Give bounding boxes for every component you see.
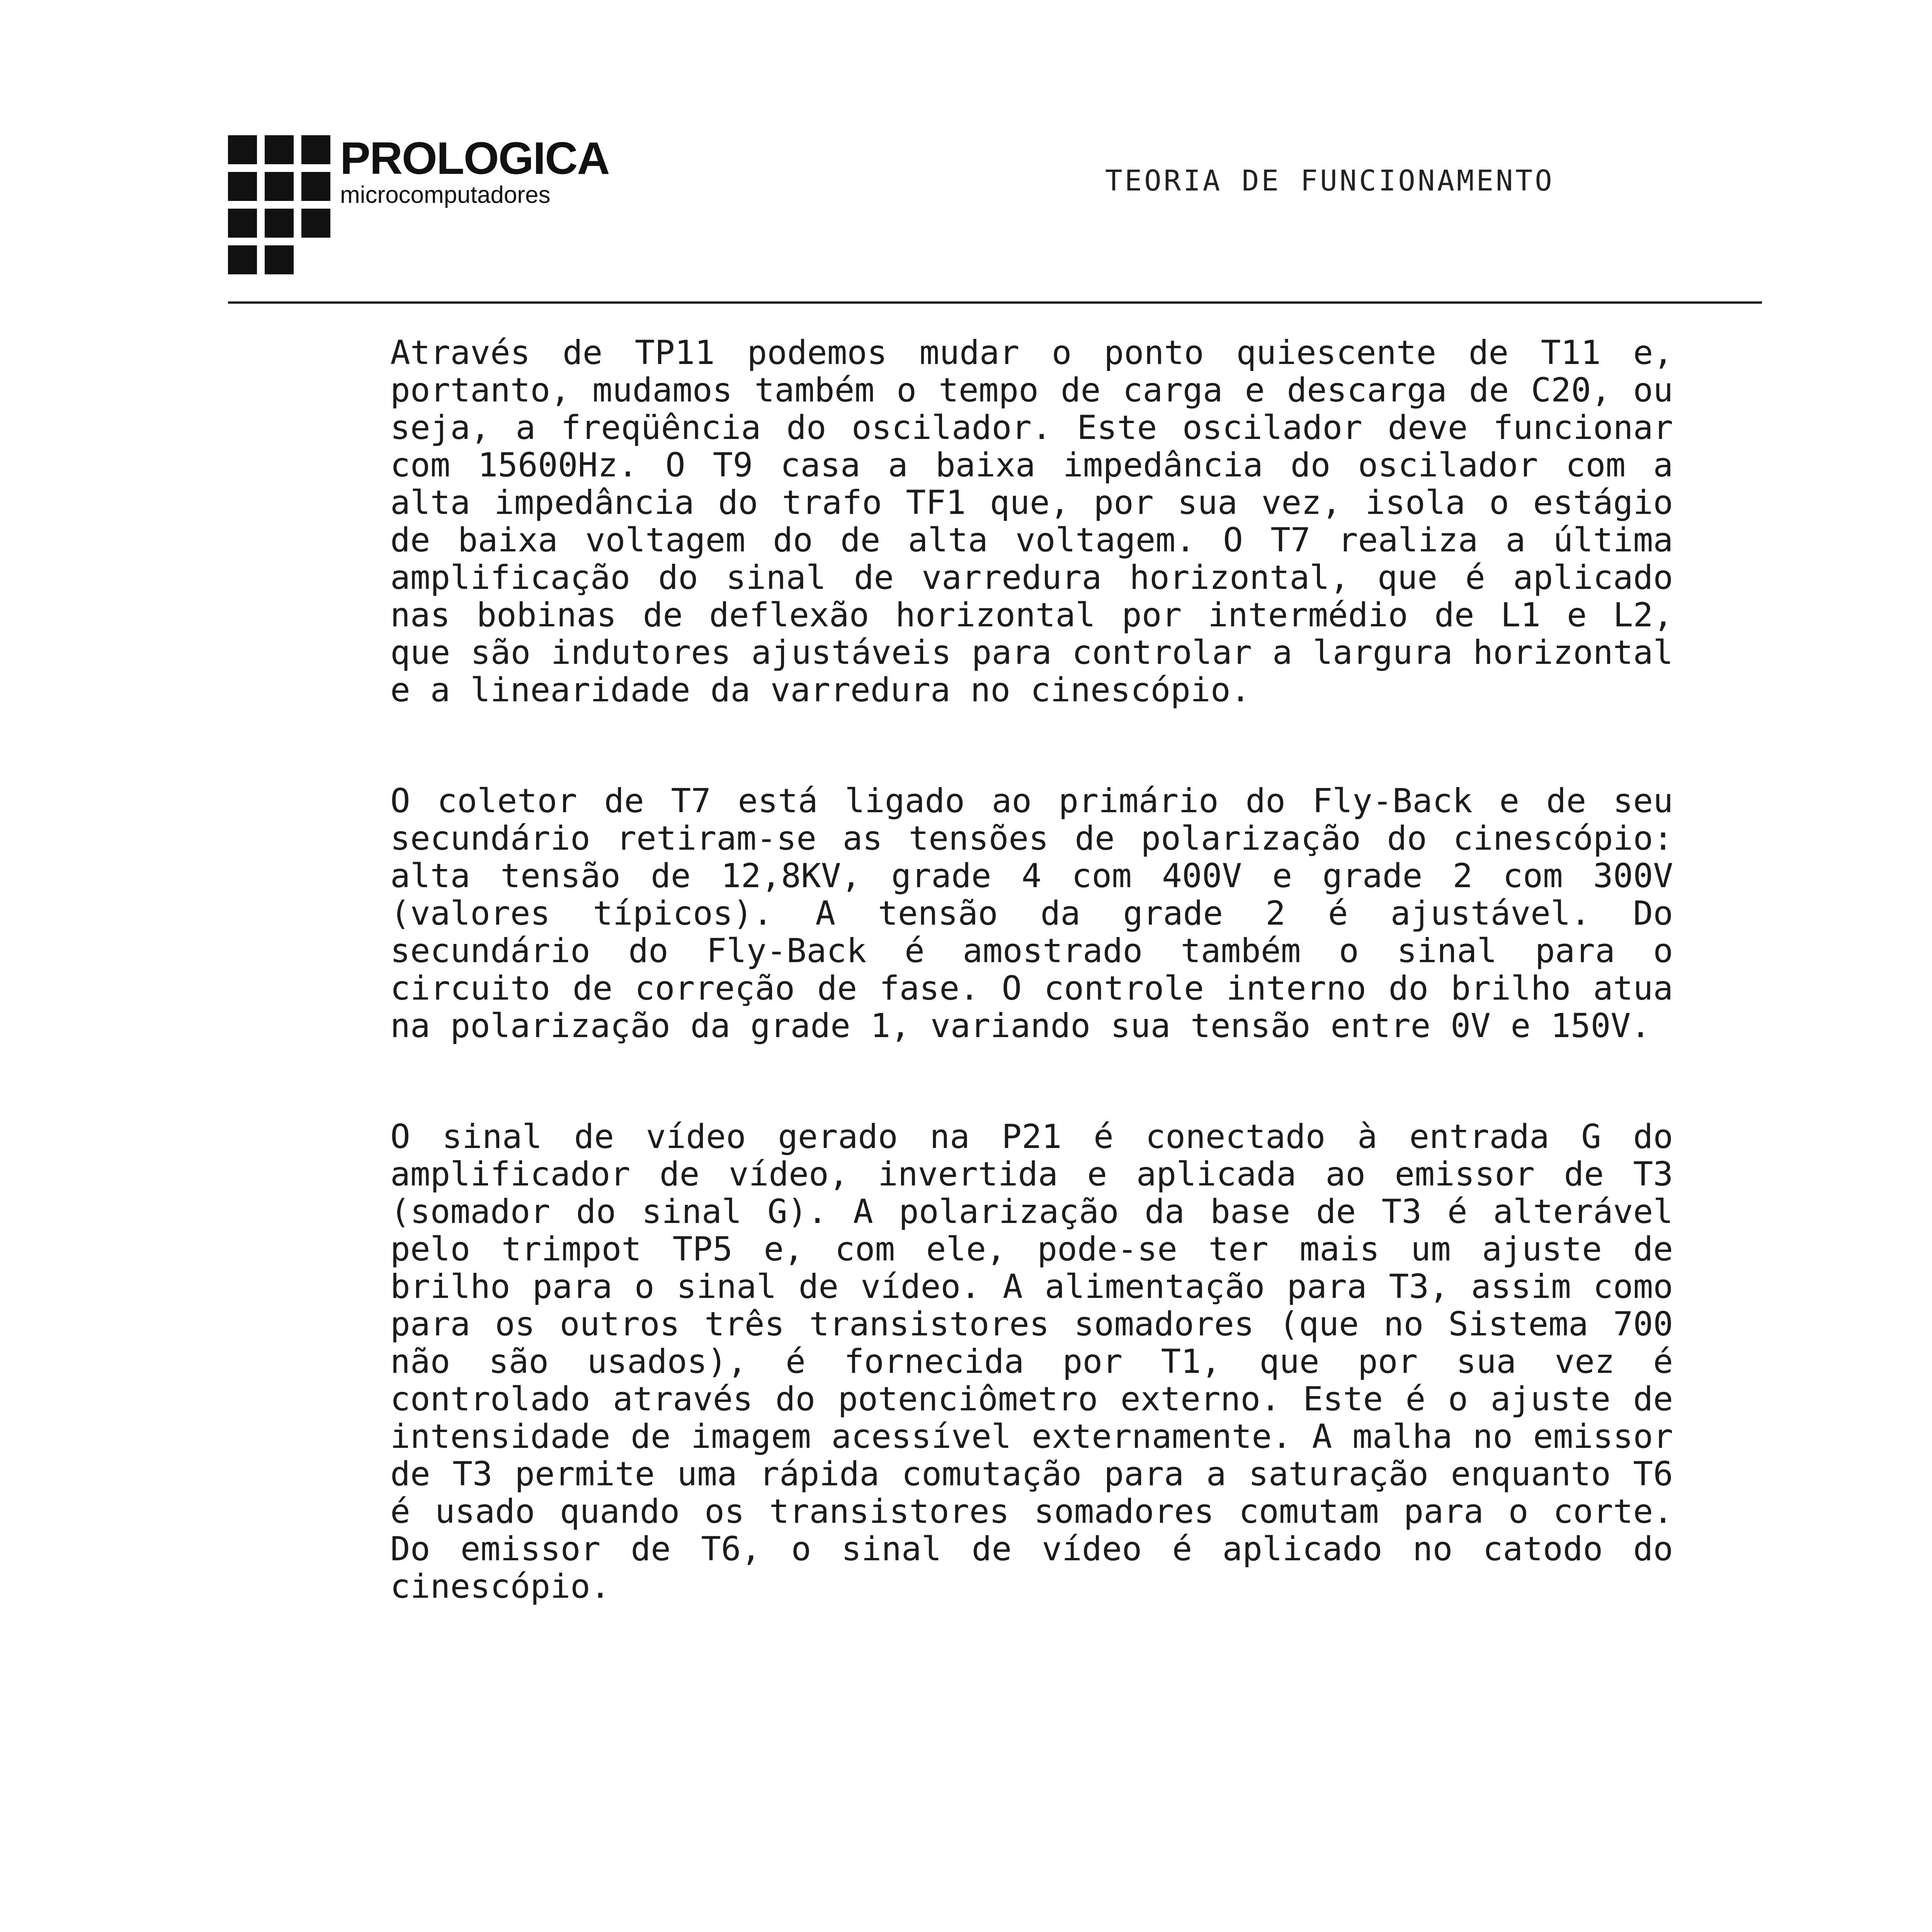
header-divider bbox=[228, 301, 1762, 304]
paragraph-2: O coletor de T7 está ligado ao primário do Fly-Back e de seu secundário retiram-se as tensões de polarização do cinescópio: alta tensão de 12,8KV, grade 4 com 400V e grade 2 com 300V (valores típicos). A tensão da grade 2 é ajustável. Do secundário do Fly-Back é amostrado também o sinal para o circuito de correção de fase. O controle interno do brilho atua na polarização da grade 1, variando sua tensão entre 0V e 150V. bbox=[390, 782, 1673, 1045]
brand-name: PROLOGICA bbox=[340, 133, 609, 184]
brand-subtitle: microcomputadores bbox=[340, 182, 551, 208]
section-title: TEORIA DE FUNCIONAMENTO bbox=[1105, 164, 1554, 197]
prologica-logo bbox=[228, 133, 609, 274]
paragraph-3: O sinal de vídeo gerado na P21 é conectado à entrada G do amplificador de vídeo, invertida e aplicada ao emissor de T3 (somador do sinal G). A polarização da base de T3 é alterável pelo trimpot TP5 e, com ele, pode-se ter mais um ajuste de brilho para o sinal de vídeo. A alimentação para T3, assim como para os outros três transistores somadores (que no Sistema 700 não são usados), é fornecida por T1, que por sua vez é controlado através do potenciômetro externo. Este é o ajuste de intensidade de imagem acessível externamente. A malha no emissor de T3 permite uma rápida comutação para a saturação enquanto T6 é usado quando os transistores somadores comutam para o corte. Do emissor de T6, o sinal de vídeo é aplicado no catodo do cinescópio. bbox=[390, 1117, 1673, 1606]
prologica-logo-icon bbox=[228, 135, 332, 274]
paragraph-1: Através de TP11 podemos mudar o ponto quiescente de T11 e, portanto, mudamos também o tempo de carga e descarga de C20, ou seja, a freqüência do oscilador. Este oscilador deve funcionar com 15600Hz. O T9 casa a baixa impedância do oscilador com a alta impedância do trafo TF1 que, por sua vez, isola o estágio de baixa voltagem do de alta voltagem. O T7 realiza a última amplificação do sinal de varredura horizontal, que é aplicado nas bobinas de deflexão horizontal por intermédio de L1 e L2, que são indutores ajustáveis para controlar a largura horizontal e a linearidade da varredura no cinescópio. bbox=[390, 333, 1673, 709]
document-body bbox=[390, 334, 1673, 1679]
